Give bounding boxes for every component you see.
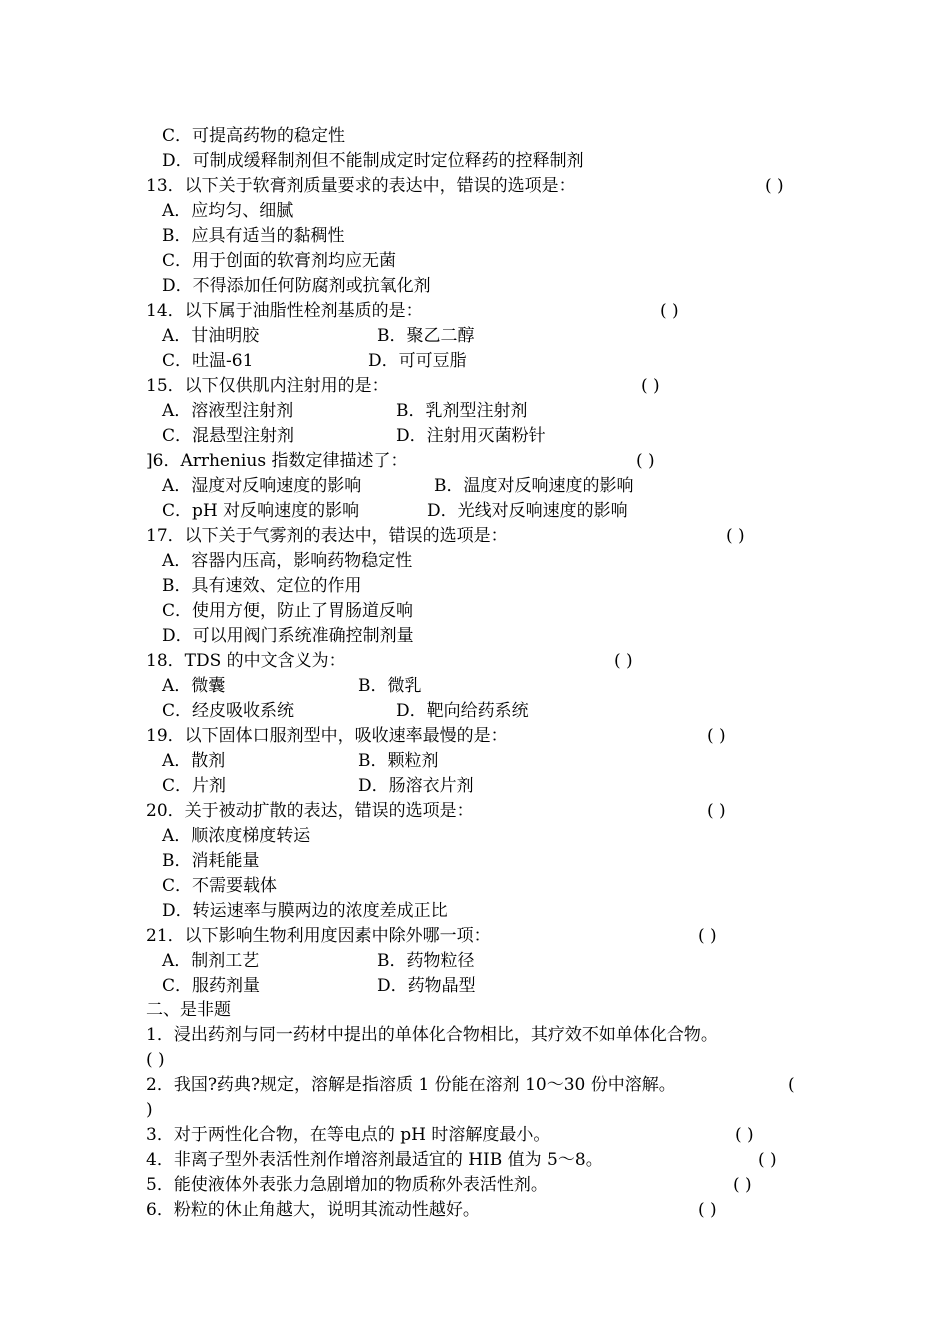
option-text: B．颗粒剂: [358, 751, 439, 771]
answer-bracket: ( ): [733, 1175, 752, 1195]
option-text: C．吐温-61: [162, 351, 254, 371]
option-text: D．光线对反响速度的影响: [427, 501, 628, 521]
option-text: B．聚乙二醇: [377, 326, 475, 346]
option-text: B．微乳: [358, 676, 422, 696]
answer-bracket: ( ): [735, 1125, 754, 1145]
answer-bracket: ( ): [707, 726, 726, 746]
answer-bracket: ( ): [726, 526, 745, 546]
answer-bracket: ( ): [758, 1150, 777, 1170]
question-text: 4．非离子型外表活性剂作增溶剂最适宜的 HIB 值为 5～8。: [146, 1150, 603, 1170]
question-text: 3．对于两性化合物，在等电点的 pH 时溶解度最小。: [146, 1125, 551, 1145]
answer-bracket: ( ): [146, 1050, 165, 1070]
option-text: C．服药剂量: [162, 976, 261, 996]
question-text: 1．浸出药剂与同一药材中提出的单体化合物相比，其疗效不如单体化合物。: [146, 1025, 718, 1045]
option-text: B．温度对反响速度的影响: [434, 476, 634, 496]
question-text: 14．以下属于油脂性栓剂基质的是：: [146, 301, 423, 321]
question-text: 17．以下关于气雾剂的表达中，错误的选项是：: [146, 526, 508, 546]
answer-bracket: ( ): [660, 301, 679, 321]
option-text: D．靶向给药系统: [396, 701, 529, 721]
option-text: D．转运速率与膜两边的浓度差成正比: [162, 901, 448, 921]
question-text: 20．关于被动扩散的表达，错误的选项是：: [146, 801, 474, 821]
option-text: D．可可豆脂: [368, 351, 467, 371]
option-text: A．应均匀、细腻: [162, 201, 294, 221]
option-text: B．应具有适当的黏稠性: [162, 226, 345, 246]
option-text: D．肠溶衣片剂: [358, 776, 474, 796]
question-text: ]6．Arrhenius 指数定律描述了：: [146, 451, 408, 471]
answer-bracket: ( ): [765, 176, 784, 196]
option-text: A．溶液型注射剂: [162, 401, 294, 421]
option-text: D．可以用阀门系统准确控制剂量: [162, 626, 414, 646]
option-text: B．乳剂型注射剂: [396, 401, 528, 421]
answer-bracket: ( ): [698, 1200, 717, 1220]
option-text: D．可制成缓释制剂但不能制成定时定位释药的控释制剂: [162, 151, 584, 171]
option-text: D．注射用灭菌粉针: [396, 426, 546, 446]
option-text: D．不得添加任何防腐剂或抗氧化剂: [162, 276, 431, 296]
option-text: C．经皮吸收系统: [162, 701, 295, 721]
answer-bracket: ( ): [636, 451, 655, 471]
question-text: 5．能使液体外表张力急剧增加的物质称外表活性剂。: [146, 1175, 548, 1195]
option-text: B．药物粒径: [377, 951, 475, 971]
option-text: C．混悬型注射剂: [162, 426, 295, 446]
option-text: C．不需要载体: [162, 876, 278, 896]
option-text: A．制剂工艺: [162, 951, 260, 971]
question-text: 19．以下固体口服剂型中，吸收速率最慢的是：: [146, 726, 508, 746]
option-text: A．湿度对反响速度的影响: [162, 476, 362, 496]
question-text: 15．以下仅供肌内注射用的是：: [146, 376, 389, 396]
option-text: A．甘油明胶: [162, 326, 260, 346]
answer-bracket: (: [788, 1075, 795, 1095]
question-text: 21．以下影响生物利用度因素中除外哪一项：: [146, 926, 491, 946]
option-text: C．pH 对反响速度的影响: [162, 501, 360, 521]
answer-bracket: ( ): [641, 376, 660, 396]
answer-bracket: ( ): [614, 651, 633, 671]
option-text: C．片剂: [162, 776, 227, 796]
option-text: C．使用方便，防止了胃肠道反响: [162, 601, 414, 621]
question-text: 18．TDS 的中文含义为：: [146, 651, 346, 671]
option-text: B．消耗能量: [162, 851, 260, 871]
question-text: 2．我国?药典?规定，溶解是指溶质 1 份能在溶剂 10～30 份中溶解。: [146, 1075, 676, 1095]
option-text: A．散剂: [162, 751, 226, 771]
option-text: B．具有速效、定位的作用: [162, 576, 362, 596]
question-text: 6．粉粒的休止角越大，说明其流动性越好。: [146, 1200, 480, 1220]
answer-bracket: ( ): [698, 926, 717, 946]
section-heading: 二、是非题: [146, 1000, 231, 1020]
answer-bracket: ): [146, 1100, 153, 1120]
option-text: C．可提高药物的稳定性: [162, 126, 346, 146]
option-text: C．用于创面的软膏剂均应无菌: [162, 251, 397, 271]
option-text: A．容器内压高，影响药物稳定性: [162, 551, 413, 571]
option-text: A．微囊: [162, 676, 226, 696]
option-text: A．顺浓度梯度转运: [162, 826, 311, 846]
answer-bracket: ( ): [707, 801, 726, 821]
question-text: 13．以下关于软膏剂质量要求的表达中，错误的选项是：: [146, 176, 576, 196]
option-text: D．药物晶型: [377, 976, 476, 996]
